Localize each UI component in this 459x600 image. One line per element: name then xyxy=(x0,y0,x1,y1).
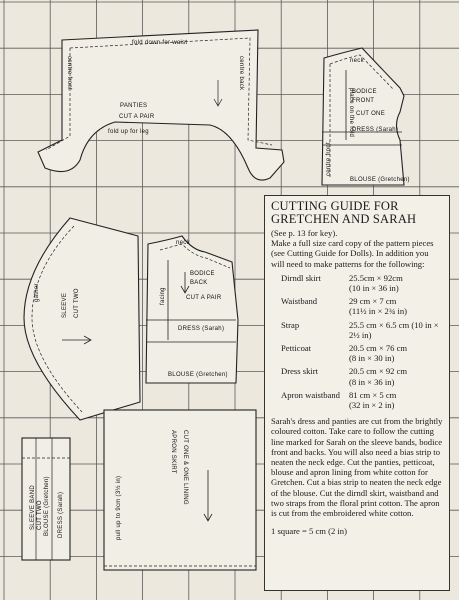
label-place-on-fold: place on the fold xyxy=(348,88,354,138)
measurement-value: 81 cm × 5 cm (32 in × 2 in) xyxy=(349,389,397,411)
cutting-guide-box xyxy=(264,195,450,591)
guide-scale: 1 square = 5 cm (2 in) xyxy=(271,526,347,537)
measurement-name: Apron waistband xyxy=(281,389,340,400)
sleeve-piece xyxy=(24,218,140,420)
measurement-row xyxy=(281,366,443,386)
label-sleeve-band-cut: CUT TWO xyxy=(37,500,43,530)
label-dress-sarah-band: DRESS (Sarah) xyxy=(58,491,64,538)
label-sleeve-band: SLEEVE BAND xyxy=(30,485,36,530)
measurement-name: Dirndl skirt xyxy=(281,272,321,283)
label-bodice-front: BODICE FRONT xyxy=(352,89,377,104)
label-neck-back: neck xyxy=(176,240,190,246)
label-panties: PANTIES xyxy=(120,103,148,109)
label-facing: facing xyxy=(160,287,166,305)
measurement-row xyxy=(281,296,443,316)
label-blouse-gretchen-front: BLOUSE (Gretchen) xyxy=(350,177,410,183)
apron-skirt-piece xyxy=(104,410,256,570)
label-fold-up-leg: fold up for leg xyxy=(108,129,149,135)
guide-body: Sarah's dress and panties are cut from the brightly coloured cotton. Take care to follow the cutting line marked for Sarah on the sleeve bands, bodice front and backs. You will also need a bias strip to neaten the neck edge. Cut the panties, petticoat, blouse and apron lining from white cotton for Gretchen. Cut a bias strip to neaten the neck edge of the blouse. Cut the dirndl skirt, waistband and two straps from the floral print cotton. The apron is cut from the embroidered white cotton. xyxy=(271,416,443,519)
label-blouse-gretchen-back: BLOUSE (Gretchen) xyxy=(168,372,228,378)
measurement-row xyxy=(281,343,443,363)
guide-title xyxy=(271,200,443,226)
measurement-row xyxy=(281,273,443,293)
guide-title-line1: CUTTING GUIDE FOR xyxy=(271,199,399,213)
label-sleeve: SLEEVE xyxy=(62,292,68,318)
bodice-back-piece xyxy=(146,236,238,383)
measurement-name: Waistband xyxy=(281,296,318,307)
measurement-name: Dress skirt xyxy=(281,366,318,377)
panties-piece xyxy=(38,30,284,180)
label-blouse-gretchen-band: BLOUSE (Gretchen) xyxy=(44,476,50,536)
measurement-name: Strap xyxy=(281,319,300,330)
label-bodice-back-cut: CUT A PAIR xyxy=(186,295,222,301)
label-panties-cut: CUT A PAIR xyxy=(119,114,155,120)
label-centre-front-2: centre front xyxy=(326,142,332,176)
label-fold-down-waist: fold down for waist xyxy=(132,40,188,46)
label-sleeve-cut: CUT TWO xyxy=(74,288,80,318)
measurement-row xyxy=(281,320,443,340)
measurement-value: 25.5cm × 92cm (10 in × 36 in) xyxy=(349,272,403,294)
label-apron-skirt: APRON SKIRT xyxy=(170,430,176,474)
label-neck-front: neck xyxy=(350,58,364,64)
measurement-value: 29 cm × 7 cm (11½ in × 2¾ in) xyxy=(349,296,407,317)
label-gather: gather xyxy=(34,283,40,302)
label-apron-cut: CUT ONE & ONE LINING xyxy=(182,430,188,505)
measurements-table xyxy=(281,273,443,410)
label-pull-up: pull up to 9cm (3½ in) xyxy=(116,475,122,540)
measurement-value: 25.5 cm × 6.5 cm (10 in × 2½ in) xyxy=(349,319,439,340)
label-bodice-back: BODICE BACK xyxy=(190,271,215,286)
measurement-name: Petticoat xyxy=(281,343,312,354)
label-centre-front: centre front xyxy=(66,56,72,90)
guide-intro: (See p. 13 for key). Make a full size card copy of the pattern pieces (see Cutting Guide for Dolls). In addition you will need to make patterns for the following: xyxy=(271,228,434,269)
measurement-value: 20.5 cm × 92 cm (8 in × 36 in) xyxy=(349,366,408,387)
guide-title-line2: GRETCHEN AND SARAH xyxy=(271,212,417,226)
label-dress-sarah-front: DRESS (Sarah) xyxy=(352,127,399,133)
label-dress-sarah-back: DRESS (Sarah) xyxy=(178,326,225,332)
label-centre-back: centre back xyxy=(238,56,244,91)
label-bodice-front-cut: CUT ONE xyxy=(356,111,385,117)
measurement-value: 20.5 cm × 76 cm (8 in × 30 in) xyxy=(349,343,408,364)
measurement-row xyxy=(281,390,443,410)
